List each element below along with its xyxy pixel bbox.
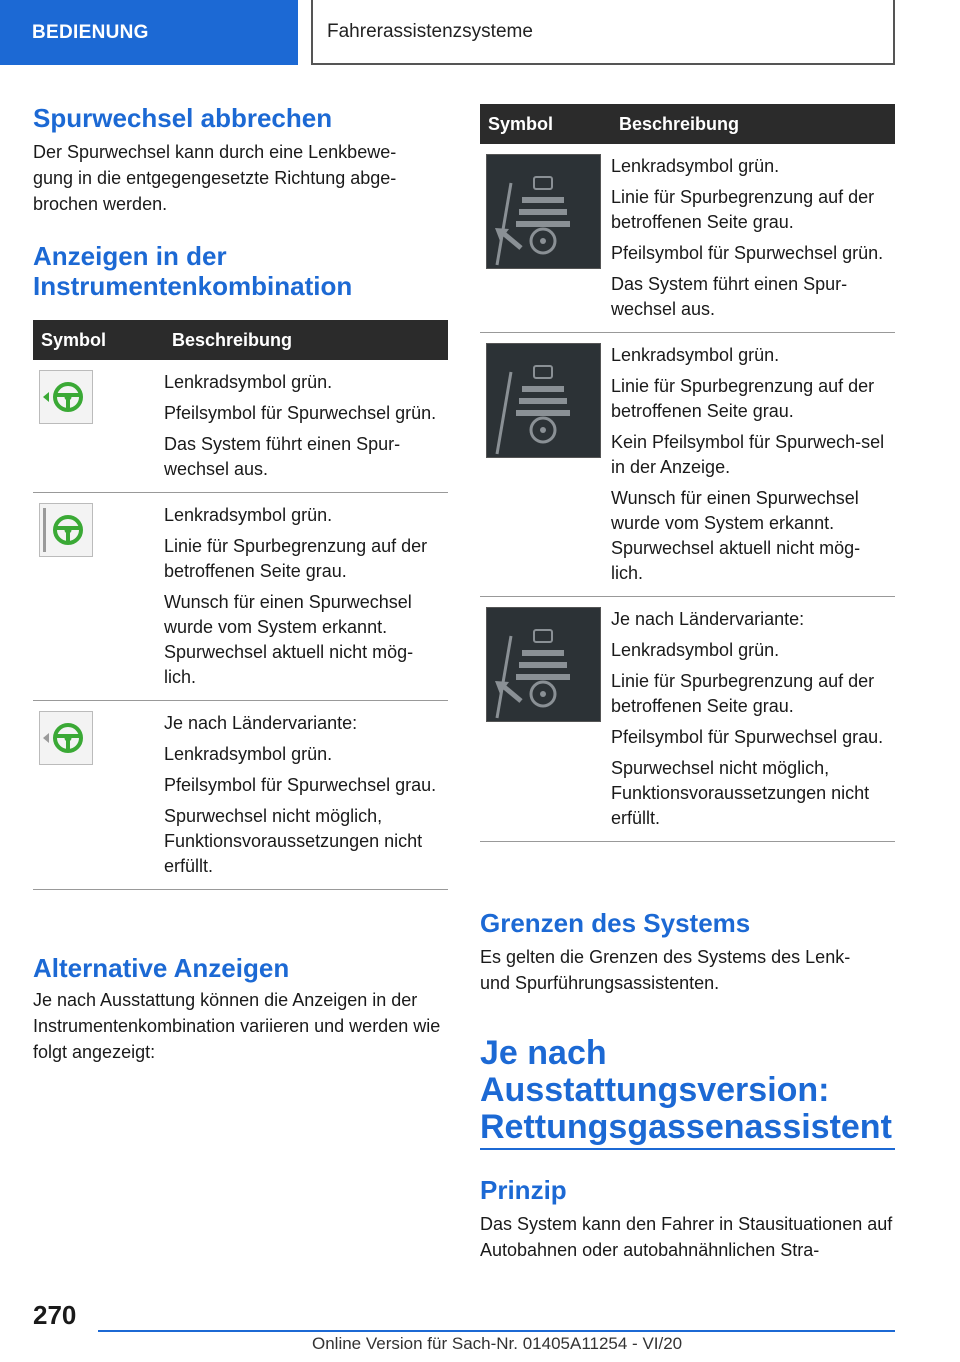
chapter-tab: [311, 0, 895, 65]
row-line: Spurwechsel nicht möglich, Funktionsvoraussetzungen nicht erfüllt.: [164, 806, 423, 876]
lane-change-display-arrow-icon: [486, 154, 601, 269]
row-line: Lenkradsymbol grün.: [164, 372, 333, 392]
row-line: Lenkradsymbol grün.: [164, 744, 333, 764]
symbol-table-right: [480, 104, 895, 842]
section-tab: [0, 0, 298, 65]
heading-rettungsgasse-line3: Rettungsgassenassistent: [480, 1108, 892, 1146]
heading-grenzen: Grenzen des Systems: [480, 908, 751, 938]
steering-wheel-grey-arrow-icon: [39, 711, 93, 765]
row-line: Linie für Spurbegrenzung auf der betroffenen Seite grau.: [611, 671, 875, 716]
row-line: Linie für Spurbegrenzung auf der betroffenen Seite grau.: [164, 536, 428, 581]
row-line: Lenkradsymbol grün.: [611, 156, 780, 176]
row-line: Spurwechsel nicht möglich, Funktionsvoraussetzungen nicht erfüllt.: [611, 758, 870, 828]
table-header-symbol: Symbol: [480, 104, 611, 144]
heading-rettungsgasse-line1: Je nach: [480, 1034, 607, 1072]
row-line: Lenkradsymbol grün.: [164, 505, 333, 525]
row-line: Kein Pfeilsymbol für Spurwech-sel in der Anzeige.: [611, 432, 885, 477]
table-row: [480, 144, 895, 333]
steering-wheel-lane-icon: [39, 503, 93, 557]
row-line: Pfeilsymbol für Spurwechsel grün.: [611, 243, 884, 263]
heading-anzeigen-line2: Instrumentenkombination: [33, 271, 353, 301]
paragraph-grenzen: Es gelten die Grenzen des Systems des Lenk- und Spurführungsassistenten.: [480, 947, 851, 993]
table-header-description: Beschreibung: [611, 104, 895, 144]
paragraph-abbrechen: Der Spurwechsel kann durch eine Lenkbewe-gung in die entgegengesetzte Richtung abge-brochen werden.: [33, 142, 397, 214]
heading-rettungsgasse: [480, 1035, 895, 1146]
table-row: [33, 701, 448, 890]
page-number: 270: [33, 1300, 77, 1330]
row-line: Linie für Spurbegrenzung auf der betroffenen Seite grau.: [611, 187, 875, 232]
heading-underline: [480, 1148, 895, 1150]
row-line: Pfeilsymbol für Spurwechsel grau.: [611, 727, 884, 747]
table-row: [480, 597, 895, 842]
row-line: Linie für Spurbegrenzung auf der betroffenen Seite grau.: [611, 376, 875, 421]
heading-anzeigen-line1: Anzeigen in der: [33, 241, 227, 271]
row-line: Lenkradsymbol grün.: [611, 640, 780, 660]
paragraph-alternative: Je nach Ausstattung können die Anzeigen in der Instrumentenkombination variieren und werden wie folgt angezeigt:: [33, 990, 441, 1062]
row-line: Je nach Ländervariante:: [164, 713, 358, 733]
lane-change-display-lane-icon: [486, 343, 601, 458]
footer-online-version: Online Version für Sach-Nr. 01405A11254 - VI/20: [312, 1334, 683, 1353]
table-header-description: Beschreibung: [164, 320, 448, 360]
heading-prinzip: Prinzip: [480, 1175, 567, 1205]
heading-alternative-anzeigen: Alternative Anzeigen: [33, 953, 290, 983]
row-line: Das System führt einen Spur-wechsel aus.: [611, 274, 848, 319]
lane-change-display-grey-arrow-icon: [486, 607, 601, 722]
row-line: Wunsch für einen Spurwechsel wurde vom System erkannt. Spurwechsel aktuell nicht mög-lich.: [164, 592, 414, 687]
heading-anzeigen: [33, 241, 448, 301]
chapter-label: Fahrerassistenzsysteme: [327, 20, 533, 42]
symbol-table-left: [33, 320, 448, 890]
row-line: Lenkradsymbol grün.: [611, 345, 780, 365]
row-line: Pfeilsymbol für Spurwechsel grün.: [164, 403, 437, 423]
row-line: Das System führt einen Spur-wechsel aus.: [164, 434, 401, 479]
heading-rettungsgasse-line2: Ausstattungsversion:: [480, 1071, 830, 1109]
table-header-symbol: Symbol: [33, 320, 164, 360]
paragraph-prinzip: Das System kann den Fahrer in Stausituationen auf Autobahnen oder autobahnähnlichen Stra-: [480, 1214, 893, 1260]
heading-spurwechsel-abbrechen: Spurwechsel abbrechen: [33, 103, 333, 133]
row-line: Pfeilsymbol für Spurwechsel grau.: [164, 775, 437, 795]
footer-divider: [98, 1330, 895, 1332]
row-line: Wunsch für einen Spurwechsel wurde vom System erkannt. Spurwechsel aktuell nicht mög-lich.: [611, 488, 861, 583]
steering-wheel-arrow-icon: [39, 370, 93, 424]
row-line: Je nach Ländervariante:: [611, 609, 805, 629]
section-label: BEDIENUNG: [32, 21, 149, 43]
table-row: [33, 493, 448, 701]
table-row: [480, 333, 895, 597]
table-row: [33, 360, 448, 493]
